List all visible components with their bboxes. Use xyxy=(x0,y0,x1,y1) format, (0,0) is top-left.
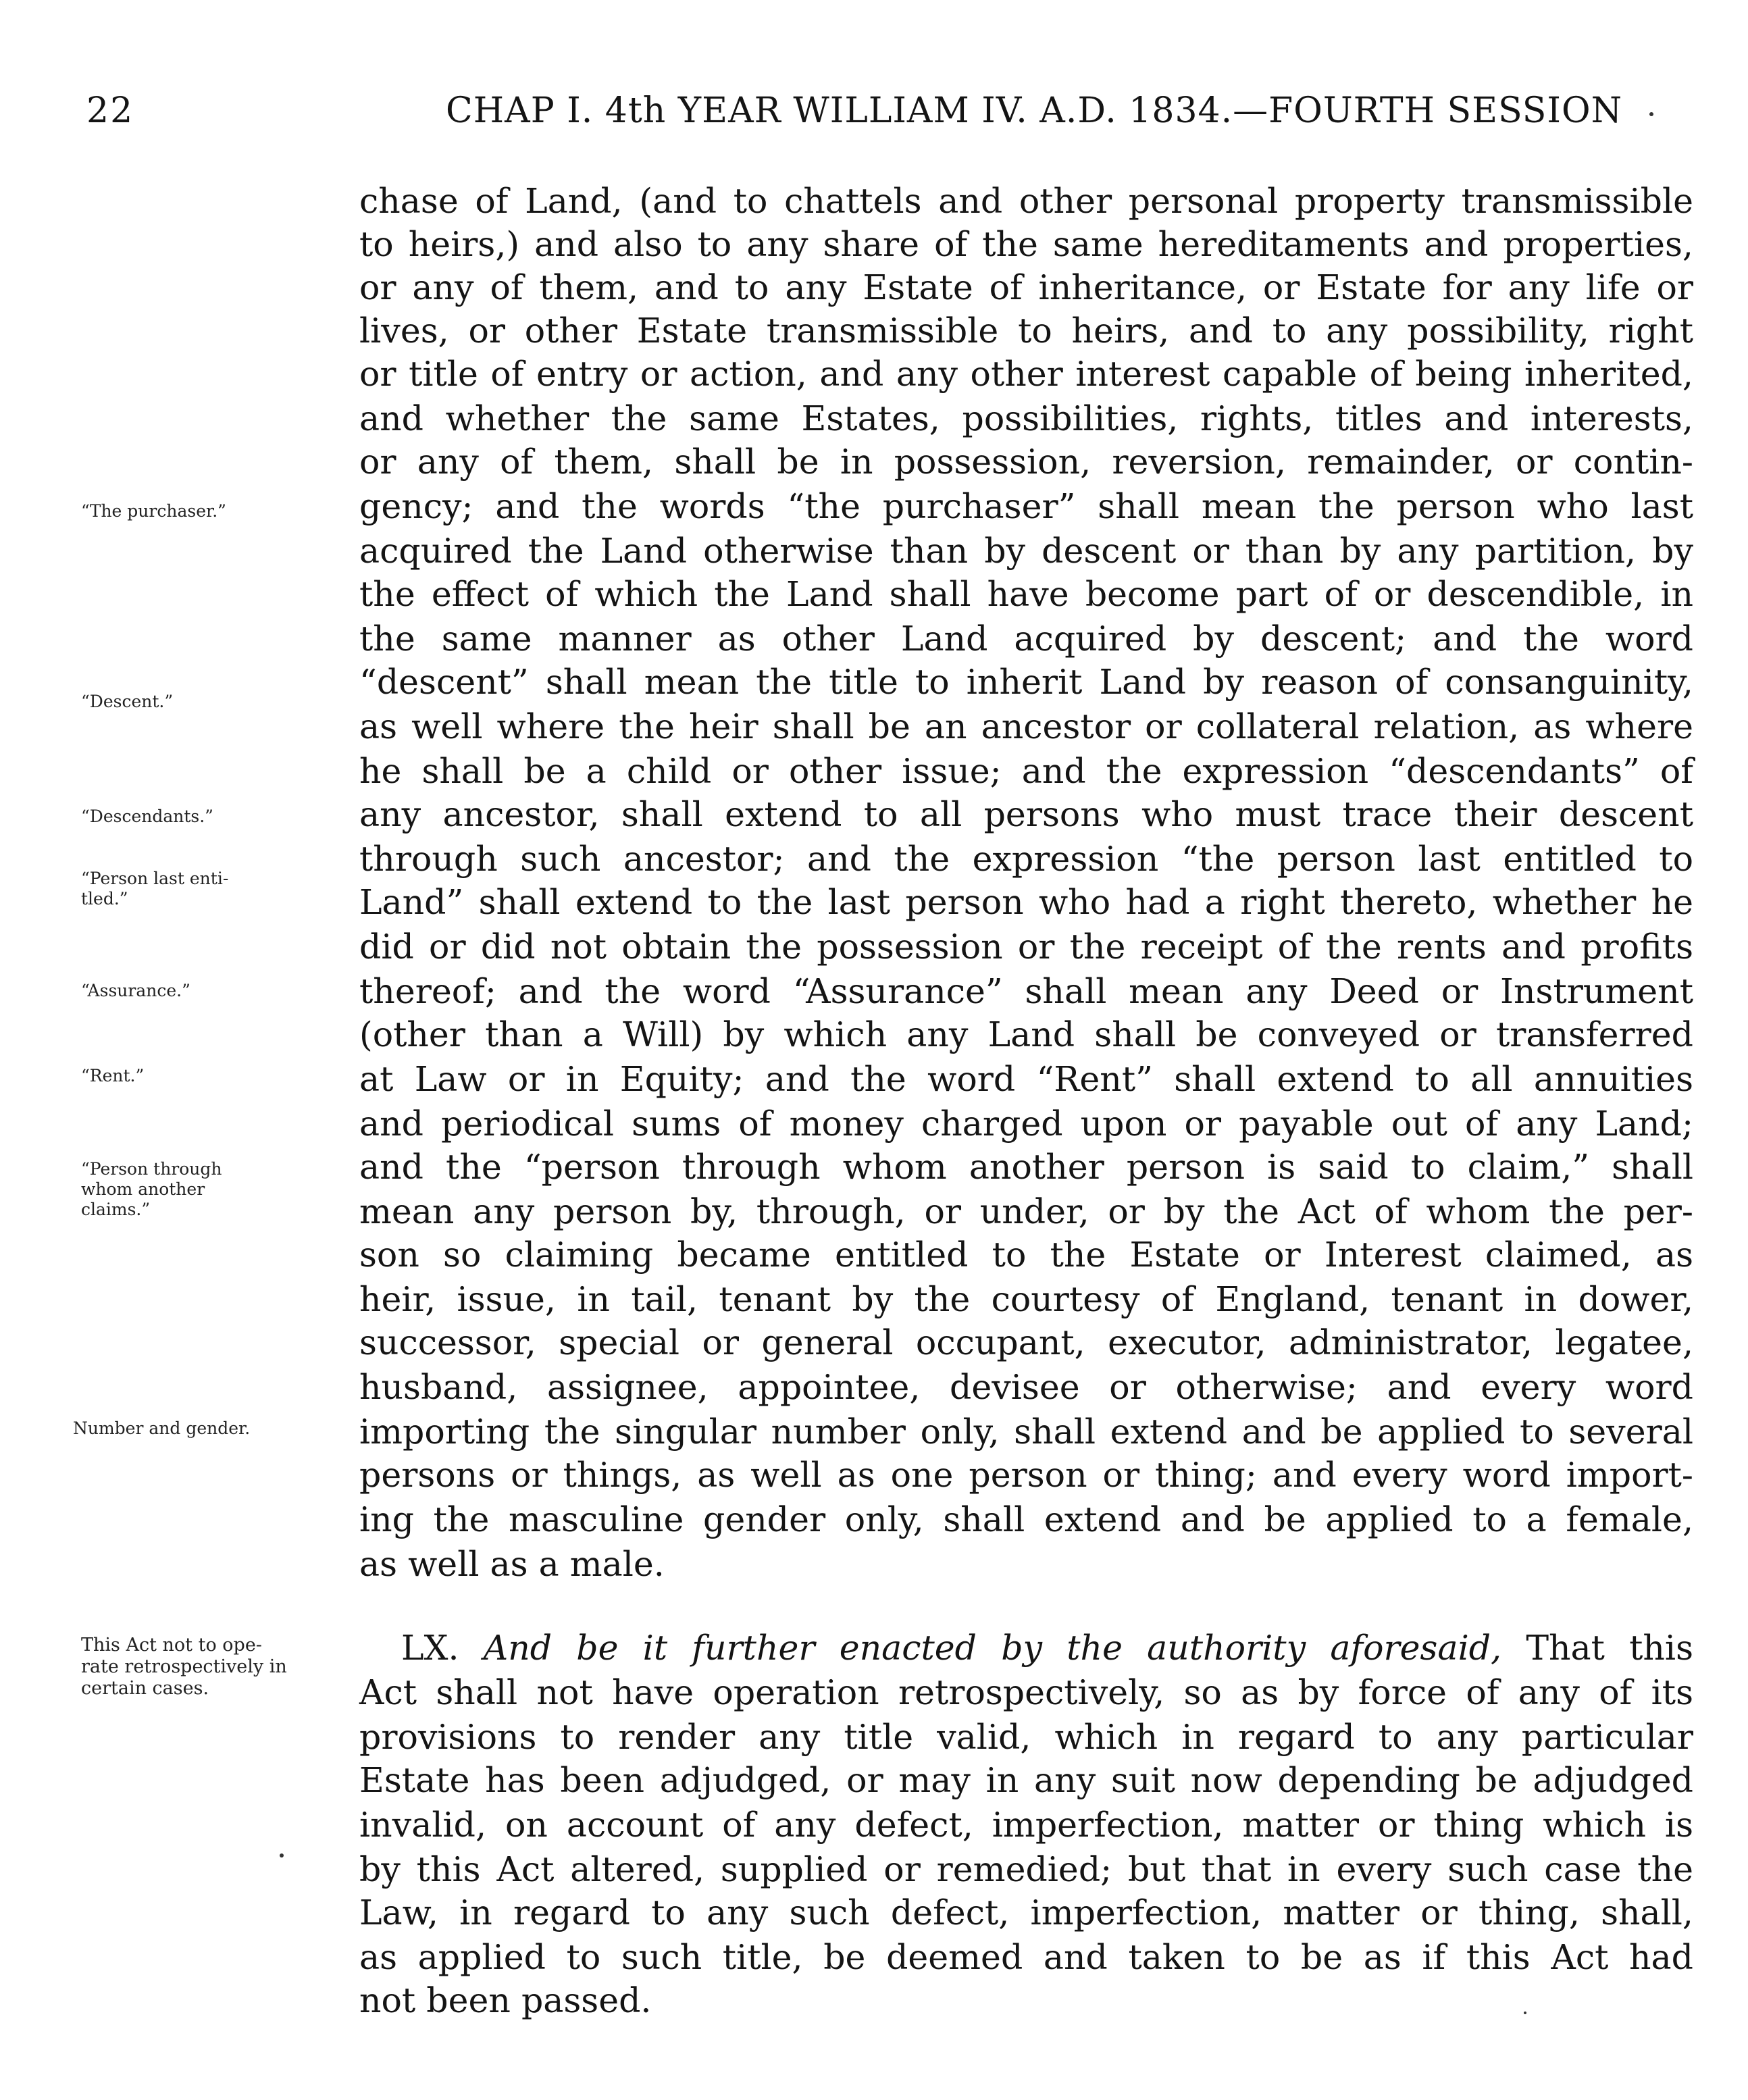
body-line: did or did not obtain the possession or the receipt of the rents and profits xyxy=(359,927,1693,967)
print-speck xyxy=(1649,112,1653,116)
body-line: Land” shall extend to the last person who had a right thereto, whether he xyxy=(359,882,1693,922)
body-line: to heirs,) and also to any share of the same hereditaments and properties, xyxy=(359,224,1693,264)
section-line: not been passed. xyxy=(359,1980,652,2020)
margin-note-line: certain cases. xyxy=(81,1678,209,1699)
body-line: as well where the heir shall be an ancestor or collateral relation, as where xyxy=(359,707,1693,746)
page-number: 22 xyxy=(86,91,134,131)
body-line: as well as a male. xyxy=(359,1544,665,1584)
margin-note-line: claims.” xyxy=(81,1200,151,1219)
margin-note-line: “Person last enti- xyxy=(81,869,229,888)
running-header xyxy=(0,84,1748,138)
print-speck xyxy=(280,1853,284,1858)
body-line: the effect of which the Land shall have become part of or descendible, in xyxy=(359,574,1693,614)
body-line: heir, issue, in tail, tenant by the courtesy of England, tenant in dower, xyxy=(359,1279,1693,1319)
margin-note-person-last-entitled xyxy=(81,869,228,909)
body-line: the same manner as other Land acquired by descent; and the word xyxy=(359,619,1693,659)
section-line: Estate has been adjudged, or may in any suit now depending be adjudged xyxy=(359,1760,1693,1800)
section-number: LX. xyxy=(401,1628,459,1668)
body-line: gency; and the words “the purchaser” shall mean the person who last xyxy=(359,486,1693,526)
margin-note-line: tled.” xyxy=(81,889,128,908)
margin-note-descent: “Descent.” xyxy=(81,692,174,711)
body-line: importing the singular number only, shall extend and be applied to several xyxy=(359,1412,1693,1452)
body-line: or any of them, shall be in possession, reversion, remainder, or contin- xyxy=(359,442,1693,482)
section-line: Law, in regard to any such defect, imperfection, matter or thing, shall, xyxy=(359,1893,1693,1932)
body-line: husband, assignee, appointee, devisee or otherwise; and every word xyxy=(359,1367,1693,1407)
body-line: thereof; and the word “Assurance” shall mean any Deed or Instrument xyxy=(359,971,1693,1011)
body-line: at Law or in Equity; and the word “Rent” shall extend to all annuities xyxy=(359,1059,1693,1099)
body-line: and whether the same Estates, possibilities, rights, titles and interests, xyxy=(359,399,1693,438)
body-line: mean any person by, through, or under, or by the Act of whom the per- xyxy=(359,1192,1693,1231)
body-line: ing the masculine gender only, shall extend and be applied to a female, xyxy=(359,1500,1693,1539)
print-speck xyxy=(1524,2012,1526,2014)
section-line: provisions to render any title valid, which in regard to any particular xyxy=(359,1717,1693,1757)
running-head: CHAP I. 4th YEAR WILLIAM IV. A.D. 1834.—FOURTH SESSION xyxy=(446,91,1623,131)
body-line: and periodical sums of money charged upon or payable out of any Land; xyxy=(359,1104,1693,1144)
body-line: “descent” shall mean the title to inherit Land by reason of consanguinity, xyxy=(359,662,1693,702)
body-line: persons or things, as well as one person or thing; and every word import- xyxy=(359,1455,1693,1495)
body-line: or title of entry or action, and any other interest capable of being inherited, xyxy=(359,354,1693,394)
body-line: (other than a Will) by which any Land shall be conveyed or transferred xyxy=(359,1015,1693,1054)
margin-note-person-through-whom xyxy=(81,1159,222,1220)
body-line: through such ancestor; and the expression “the person last entitled to xyxy=(359,839,1693,879)
margin-note-retrospective xyxy=(81,1635,287,1699)
margin-note-number-and-gender: Number and gender. xyxy=(73,1418,251,1438)
margin-note-assurance: “Assurance.” xyxy=(81,981,190,1000)
body-line: son so claiming became entitled to the Estate or Interest claimed, as xyxy=(359,1235,1693,1275)
margin-note-rent: “Rent.” xyxy=(81,1066,145,1085)
enacting-clause: And be it further enacted by the authority aforesaid, xyxy=(483,1628,1502,1668)
margin-note-line: This Act not to ope- xyxy=(81,1635,262,1656)
margin-note-line: rate retrospectively in xyxy=(81,1656,287,1677)
margin-note-line: whom another xyxy=(81,1179,205,1199)
body-line: he shall be a child or other issue; and the expression “descendants” of xyxy=(359,751,1693,791)
margin-note-descendants: “Descendants.” xyxy=(81,806,213,826)
margin-note-line: “Person through xyxy=(81,1159,222,1179)
body-line: acquired the Land otherwise than by descent or than by any partition, by xyxy=(359,531,1693,571)
margin-note-purchaser: “The purchaser.” xyxy=(81,501,226,521)
section-line: by this Act altered, supplied or remedied; but that in every such case the xyxy=(359,1849,1693,1889)
body-line: and the “person through whom another person is said to claim,” shall xyxy=(359,1147,1693,1187)
body-line: any ancestor, shall extend to all persons who must trace their descent xyxy=(359,794,1693,834)
section-line: Act shall not have operation retrospectively, so as by force of any of its xyxy=(359,1672,1693,1712)
section-lx-first-line xyxy=(359,1627,1693,1670)
section-lx-first-line-rest: That this xyxy=(1526,1628,1694,1668)
section-line: as applied to such title, be deemed and taken to be as if this Act had xyxy=(359,1937,1693,1977)
section-line: invalid, on account of any defect, imperfection, matter or thing which is xyxy=(359,1805,1693,1845)
body-line: lives, or other Estate transmissible to heirs, and to any possibility, right xyxy=(359,311,1693,351)
body-line: or any of them, and to any Estate of inheritance, or Estate for any life or xyxy=(359,267,1693,307)
body-line: successor, special or general occupant, executor, administrator, legatee, xyxy=(359,1323,1693,1362)
body-line: chase of Land, (and to chattels and other personal property transmissible xyxy=(359,181,1693,221)
